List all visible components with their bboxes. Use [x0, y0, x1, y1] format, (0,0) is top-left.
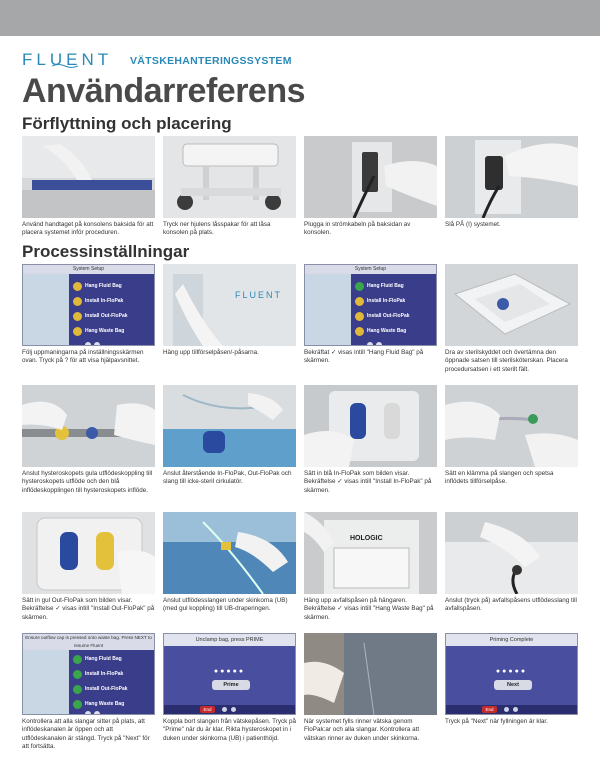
caption: Häng upp avfallspåsen på hängaren. Bekräftelse ✓ visas intill "Hang Waste Bag" på skärmen. — [304, 597, 434, 621]
photo-handoff — [163, 385, 296, 467]
fluent-logo: FLUENT — [22, 50, 113, 69]
pending-icon — [73, 312, 82, 321]
page-title: Användarreferens — [22, 72, 306, 110]
step-hang-bags — [163, 264, 296, 357]
step-power-on — [445, 136, 578, 229]
pending-icon — [73, 282, 82, 291]
caption: Följ uppmaningarna på inställningsskärmen ovan. Tryck på ? för att visa hjälpavsnittet. — [22, 349, 144, 365]
help-icon[interactable] — [504, 707, 509, 712]
screen-title: System Setup — [23, 265, 154, 274]
settings-icon[interactable] — [94, 711, 100, 715]
end-button[interactable]: End — [200, 706, 215, 713]
photo-clamp — [445, 385, 578, 467]
photo-install-outflopak — [22, 512, 155, 594]
setup-screen — [22, 264, 155, 346]
photo-hang-bags — [163, 264, 296, 346]
check-icon — [355, 282, 364, 291]
step-handle — [22, 136, 155, 238]
check-icon — [73, 655, 82, 664]
checklist-item[interactable]: Hang Fluid Bag — [73, 281, 153, 292]
settings-icon[interactable] — [231, 707, 236, 712]
step-waste-bag — [304, 512, 437, 622]
help-icon[interactable] — [85, 711, 91, 715]
step-ub-drape — [163, 512, 296, 614]
setup-checklist — [73, 281, 153, 341]
caption: Häng upp tillförselpåsen/-påsarna. — [163, 349, 259, 356]
prime-button[interactable]: Prime — [212, 680, 250, 690]
step-priming-flow — [304, 633, 437, 743]
step-power-cable — [304, 136, 437, 238]
photo-ub-drape — [163, 512, 296, 594]
caption: Plugga in strömkabeln på baksidan av konsolen. — [304, 221, 411, 237]
photo-priming-flow — [304, 633, 437, 715]
caption: Tryck ner hjulens låsspakar för att låsa konsolen på plats. — [163, 221, 271, 237]
step-wheel-locks — [163, 136, 296, 238]
caption: Sätt in gul Out-FloPak som bilden visar. Bekräftelse ✓ visas intill "Install Out-FloPak" på skärmen. — [22, 597, 155, 621]
screen-footer — [446, 705, 577, 714]
photo-waste-bag — [304, 512, 437, 594]
pending-icon — [355, 297, 364, 306]
help-icon[interactable] — [85, 342, 91, 346]
prime-screen — [163, 633, 296, 715]
outflow-screen — [22, 633, 155, 715]
caption: Anslut återstående In-FloPak, Out-FloPak och slang till icke-steril cirkulatör. — [163, 470, 292, 486]
check-icon — [73, 670, 82, 679]
checklist-item[interactable]: Hang Waste Bag — [355, 326, 435, 337]
screen-footer — [85, 704, 145, 711]
screen-diagram — [23, 274, 69, 346]
priming-complete-screen — [445, 633, 578, 715]
step-sterile-kit — [445, 264, 578, 374]
caption: Anslut hysteroskopets gula utflödeskoppling till hysteroskopets utflöde och den blå inflödeskopplingen till hysteroskopets inflöde. — [22, 470, 153, 494]
checklist-item[interactable]: Hang Waste Bag — [73, 699, 153, 710]
step-waste-connect — [445, 512, 578, 614]
brand-row — [22, 50, 582, 72]
screen-footer — [164, 705, 295, 714]
photo-handle — [22, 136, 155, 218]
setup-screen — [304, 264, 437, 346]
caption: När systemet fylls rinner vätska genom FloPak:ar och alla slangar. Kontrollera att vätskan rinner av duken under skinkorna. — [304, 718, 420, 742]
step-connect-scope — [22, 385, 155, 495]
step-install-inflopak — [304, 385, 437, 495]
help-icon[interactable] — [222, 707, 227, 712]
check-icon — [73, 700, 82, 709]
photo-power-cable — [304, 136, 437, 218]
checklist-item[interactable]: Hang Fluid Bag — [355, 281, 435, 292]
help-icon[interactable] — [367, 342, 373, 346]
screen-diagram — [23, 650, 69, 715]
step-hang-confirm — [304, 264, 437, 366]
next-button[interactable]: Next — [494, 680, 532, 690]
pending-icon — [73, 297, 82, 306]
photo-power-switch — [445, 136, 578, 218]
caption: Använd handtaget på konsolens baksida för att placera systemet inför proceduren. — [22, 221, 154, 237]
caption: Kontrollera att alla slangar sitter på plats, att inflödeskanalen är öppen och att utflödeskanalen är stängd. Tryck på "Next" för att fortsätta. — [22, 718, 150, 751]
checklist-item[interactable]: Hang Waste Bag — [73, 326, 153, 337]
photo-wheels — [163, 136, 296, 218]
logo-wave-icon — [52, 63, 78, 69]
progress-dots: ●●●●● — [495, 668, 528, 675]
pending-icon — [73, 327, 82, 336]
checklist-item[interactable]: Hang Fluid Bag — [73, 654, 153, 665]
caption: Anslut (tryck på) avfallspåsens utflödesslang till avfallspåsen. — [445, 597, 577, 613]
photo-waste-connect — [445, 512, 578, 594]
settings-icon[interactable] — [376, 342, 382, 346]
hologic-label: HOLOGIC — [350, 535, 383, 542]
step-prime — [163, 633, 296, 743]
screen-diagram — [305, 274, 351, 346]
caption: Anslut utflödesslangen under skinkorna (UB) (med gul koppling) till UB-draperingen. — [163, 597, 288, 613]
progress-dots: ●●●●● — [213, 668, 246, 675]
end-button[interactable]: End — [482, 706, 497, 713]
check-icon — [73, 685, 82, 694]
top-banner — [0, 0, 600, 36]
photo-sterile-kit — [445, 264, 578, 346]
photo-install-inflopak — [304, 385, 437, 467]
screen-title: Unclamp bag, press PRIME — [164, 634, 295, 646]
settings-icon[interactable] — [513, 707, 518, 712]
screen-footer — [367, 335, 427, 342]
section-heading-setup: Processinställningar — [22, 242, 190, 261]
checklist-item[interactable]: Install Out-FloPak — [73, 684, 153, 695]
screen-title: Priming Complete — [446, 634, 577, 646]
caption: Tryck på "Next" när fyllningen är klar. — [445, 718, 548, 725]
section-heading-moving: Förflyttning och placering — [22, 114, 232, 133]
subtitle: VÄTSKEHANTERINGSSYSTEM — [130, 55, 292, 67]
screen-title: Ensure outflow cap is pressed onto waste bag. Press NEXT to resume Fluent — [23, 634, 154, 650]
photo-logo: FLUENT — [235, 290, 283, 300]
caption: Dra av sterilskyddet och övertämna den öppnade satsen till sterilsköterskan. Placera procedursatsen i ett sterilt fält. — [445, 349, 568, 373]
step-handoff — [163, 385, 296, 487]
pending-icon — [355, 327, 364, 336]
step-setup-screen — [22, 264, 155, 366]
caption: Slå PÅ (I) systemet. — [445, 221, 501, 228]
checklist-item[interactable]: Install In-FloPak — [355, 296, 435, 307]
caption: Koppla bort slangen från vätskepåsen. Tryck på "Prime" när du är klar. Rikta hysteroskopet in i duken under skinkorna (UB) i patienthöjd. — [163, 718, 297, 742]
checklist-item[interactable]: Install In-FloPak — [73, 296, 153, 307]
screen-footer — [85, 335, 145, 342]
caption: Sätt in blå In-FloPak som bilden visar. Bekräftelse ✓ visas intill "Install In-FloPak" på skärmen. — [304, 470, 432, 494]
caption: Bekräftat ✓ visas intill "Hang Fluid Bag" på skärmen. — [304, 349, 424, 365]
step-install-outflopak — [22, 512, 155, 622]
photo-connect-scope — [22, 385, 155, 467]
screen-title: System Setup — [305, 265, 436, 274]
caption: Sätt en klämma på slangen och spetsa inflödets tillförselpåse. — [445, 470, 554, 486]
step-clamp — [445, 385, 578, 487]
checklist-item[interactable]: Install Out-FloPak — [73, 311, 153, 322]
settings-icon[interactable] — [94, 342, 100, 346]
checklist-item[interactable]: Install Out-FloPak — [355, 311, 435, 322]
pending-icon — [355, 312, 364, 321]
checklist-item[interactable]: Install In-FloPak — [73, 669, 153, 680]
step-priming-complete — [445, 633, 578, 726]
setup-checklist — [355, 281, 435, 341]
step-check-tubing — [22, 633, 155, 752]
